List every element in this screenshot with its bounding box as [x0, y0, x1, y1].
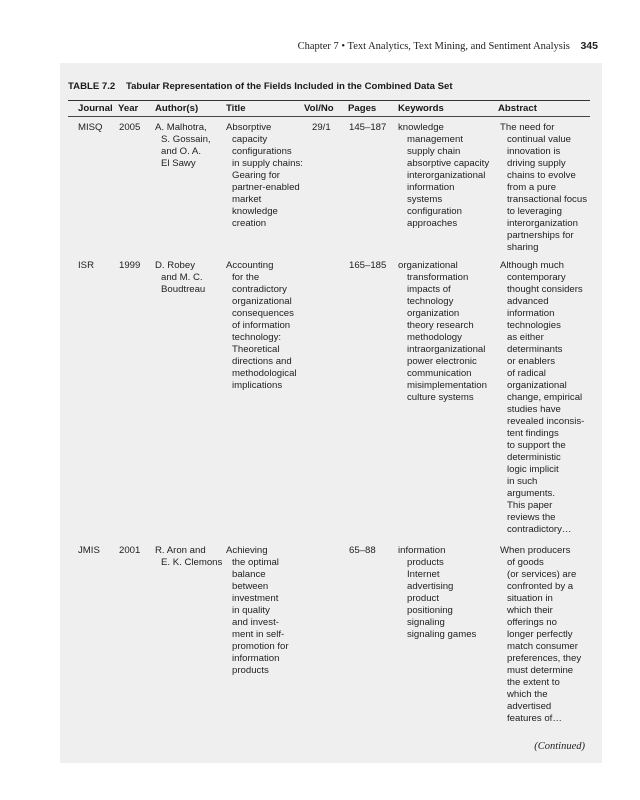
title-line: between: [232, 581, 269, 592]
abstract-line: thought considers: [507, 284, 583, 295]
authors-line: E. K. Clemons: [161, 557, 223, 568]
abstract-line: from a pure: [507, 182, 557, 193]
header-authors: Author(s): [155, 103, 199, 114]
abstract-line: of radical: [507, 368, 546, 379]
abstract-line: or enablers: [507, 356, 555, 367]
pages-cell: 65–88: [349, 545, 376, 556]
abstract-line: as either: [507, 332, 544, 343]
abstract-line: to leveraging: [507, 206, 562, 217]
abstract-line: advanced: [507, 296, 549, 307]
keywords-line: information: [398, 545, 446, 556]
keywords-line: configuration: [407, 206, 462, 217]
keywords-line: absorptive capacity: [407, 158, 490, 169]
keywords-line: transformation: [407, 272, 469, 283]
keywords-line: signaling: [407, 617, 445, 628]
title-line: partner-enabled: [232, 182, 300, 193]
keywords-line: intraorganizational: [407, 344, 486, 355]
abstract-line: Although much: [500, 260, 564, 271]
abstract-line: logic implicit: [507, 464, 559, 475]
page-number: 345: [580, 40, 598, 52]
abstract-line: This paper: [507, 500, 553, 511]
keywords-line: communication: [407, 368, 472, 379]
table-number: TABLE 7.2: [68, 81, 116, 92]
chapter-title: Text Analytics, Text Mining, and Sentiment Analysis: [347, 41, 570, 52]
title-line: in supply chains:: [232, 158, 303, 169]
volno-cell: 29/1: [312, 122, 331, 133]
authors-line: El Sawy: [161, 158, 196, 169]
abstract-line: arguments.: [507, 488, 555, 499]
abstract-line: contradictory…: [507, 524, 572, 535]
title-line: configurations: [232, 146, 292, 157]
table-header-rule: [68, 116, 590, 117]
header-pages: Pages: [348, 103, 377, 114]
header-year: Year: [118, 103, 139, 114]
keywords-line: technology: [407, 296, 454, 307]
abstract-line: studies have: [507, 404, 561, 415]
authors-line: and M. C.: [161, 272, 203, 283]
title-line: Achieving: [226, 545, 268, 556]
abstract-line: tent findings: [507, 428, 559, 439]
header-title: Title: [226, 103, 246, 114]
keywords-line: management: [407, 134, 463, 145]
title-line: ment in self-: [232, 629, 285, 640]
running-head: [298, 40, 598, 52]
abstract-line: longer perfectly: [507, 629, 573, 640]
authors-line: D. Robey: [155, 260, 195, 271]
keywords-line: methodology: [407, 332, 462, 343]
abstract-line: innovation is: [507, 146, 561, 157]
title-line: and invest-: [232, 617, 279, 628]
title-line: in quality: [232, 605, 270, 616]
title-line: methodological: [232, 368, 297, 379]
abstract-line: to support the: [507, 440, 566, 451]
abstract-line: revealed inconsis-: [507, 416, 585, 427]
title-line: investment: [232, 593, 279, 604]
abstract-line: driving supply: [507, 158, 566, 169]
abstract-line: match consumer: [507, 641, 578, 652]
abstract-line: sharing: [507, 242, 539, 253]
abstract-line: transactional focus: [507, 194, 587, 205]
authors-line: S. Gossain,: [161, 134, 211, 145]
title-line: market: [232, 194, 262, 205]
title-line: Gearing for: [232, 170, 280, 181]
table-caption-text: Tabular Representation of the Fields Included in the Combined Data Set: [125, 81, 453, 92]
bullet-separator: •: [341, 41, 346, 52]
title-line: for the: [232, 272, 260, 283]
abstract-line: The need for: [500, 122, 555, 133]
keywords-line: supply chain: [407, 146, 461, 157]
keywords-line: interorganizational: [407, 170, 486, 181]
title-line: creation: [232, 218, 267, 229]
keywords-line: theory research: [407, 320, 474, 331]
abstract-line: chains to evolve: [507, 170, 576, 181]
authors-line: Boudtreau: [161, 284, 206, 295]
keywords-line: products: [407, 557, 444, 568]
keywords-line: organization: [407, 308, 460, 319]
title-line: consequences: [232, 308, 294, 319]
header-volno: Vol/No: [304, 103, 334, 114]
table-caption: [68, 81, 453, 92]
abstract-line: preferences, they: [507, 653, 582, 664]
abstract-line: information: [507, 308, 555, 319]
keywords-line: approaches: [407, 218, 458, 229]
pages-cell: 165–185: [349, 260, 387, 271]
abstract-line: partnerships for: [507, 230, 574, 241]
keywords-line: knowledge: [398, 122, 444, 133]
title-line: knowledge: [232, 206, 278, 217]
abstract-line: which the: [507, 689, 548, 700]
title-line: promotion for: [232, 641, 289, 652]
authors-line: A. Malhotra,: [155, 122, 207, 133]
header-journal: Journal: [78, 103, 113, 114]
title-line: Absorptive: [226, 122, 272, 133]
pages-cell: 145–187: [349, 122, 387, 133]
year-cell: 2005: [119, 122, 141, 133]
authors-line: and O. A.: [161, 146, 202, 157]
header-keywords: Keywords: [398, 103, 444, 114]
title-line: capacity: [232, 134, 268, 145]
abstract-line: the extent to: [507, 677, 560, 688]
title-line: contradictory: [232, 284, 287, 295]
title-line: the optimal: [232, 557, 279, 568]
title-line: Theoretical: [232, 344, 280, 355]
keywords-line: Internet: [407, 569, 440, 580]
abstract-line: must determine: [507, 665, 574, 676]
abstract-line: deterministic: [507, 452, 561, 463]
year-cell: 1999: [119, 260, 141, 271]
keywords-line: positioning: [407, 605, 453, 616]
abstract-line: advertised: [507, 701, 552, 712]
keywords-line: culture systems: [407, 392, 474, 403]
abstract-line: When producers: [500, 545, 571, 556]
abstract-line: technologies: [507, 320, 561, 331]
abstract-line: reviews the: [507, 512, 556, 523]
abstract-line: continual value: [507, 134, 572, 145]
abstract-line: contemporary: [507, 272, 566, 283]
title-line: directions and: [232, 356, 292, 367]
abstract-line: organizational: [507, 380, 567, 391]
continued-label: (Continued): [534, 741, 585, 752]
abstract-line: change, empirical: [507, 392, 583, 403]
abstract-line: (or services) are: [507, 569, 577, 580]
title-line: balance: [232, 569, 266, 580]
abstract-line: of goods: [507, 557, 544, 568]
title-line: information: [232, 653, 280, 664]
authors-line: R. Aron and: [155, 545, 206, 556]
journal-cell: MISQ: [78, 122, 103, 133]
abstract-line: confronted by a: [507, 581, 574, 592]
keywords-line: power electronic: [407, 356, 477, 367]
title-line: products: [232, 665, 269, 676]
abstract-line: in such: [507, 476, 538, 487]
keywords-line: misimplementation: [407, 380, 487, 391]
chapter-label: Chapter 7: [297, 41, 339, 52]
keywords-line: advertising: [407, 581, 454, 592]
title-line: technology:: [232, 332, 282, 343]
journal-cell: ISR: [78, 260, 94, 271]
keywords-line: systems: [407, 194, 443, 205]
keywords-line: signaling games: [407, 629, 477, 640]
abstract-line: determinants: [507, 344, 563, 355]
abstract-line: which their: [507, 605, 553, 616]
abstract-line: features of…: [507, 713, 562, 724]
keywords-line: information: [407, 182, 455, 193]
title-line: of information: [232, 320, 291, 331]
abstract-line: situation in: [507, 593, 553, 604]
header-abstract: Abstract: [498, 103, 537, 114]
title-line: Accounting: [226, 260, 274, 271]
journal-cell: JMIS: [78, 545, 100, 556]
abstract-line: interorganization: [507, 218, 578, 229]
keywords-line: organizational: [398, 260, 458, 271]
title-line: organizational: [232, 296, 292, 307]
title-line: implications: [232, 380, 283, 391]
abstract-line: offerings no: [507, 617, 557, 628]
year-cell: 2001: [119, 545, 141, 556]
keywords-line: product: [407, 593, 439, 604]
keywords-line: impacts of: [407, 284, 451, 295]
table-top-rule: [68, 100, 590, 101]
